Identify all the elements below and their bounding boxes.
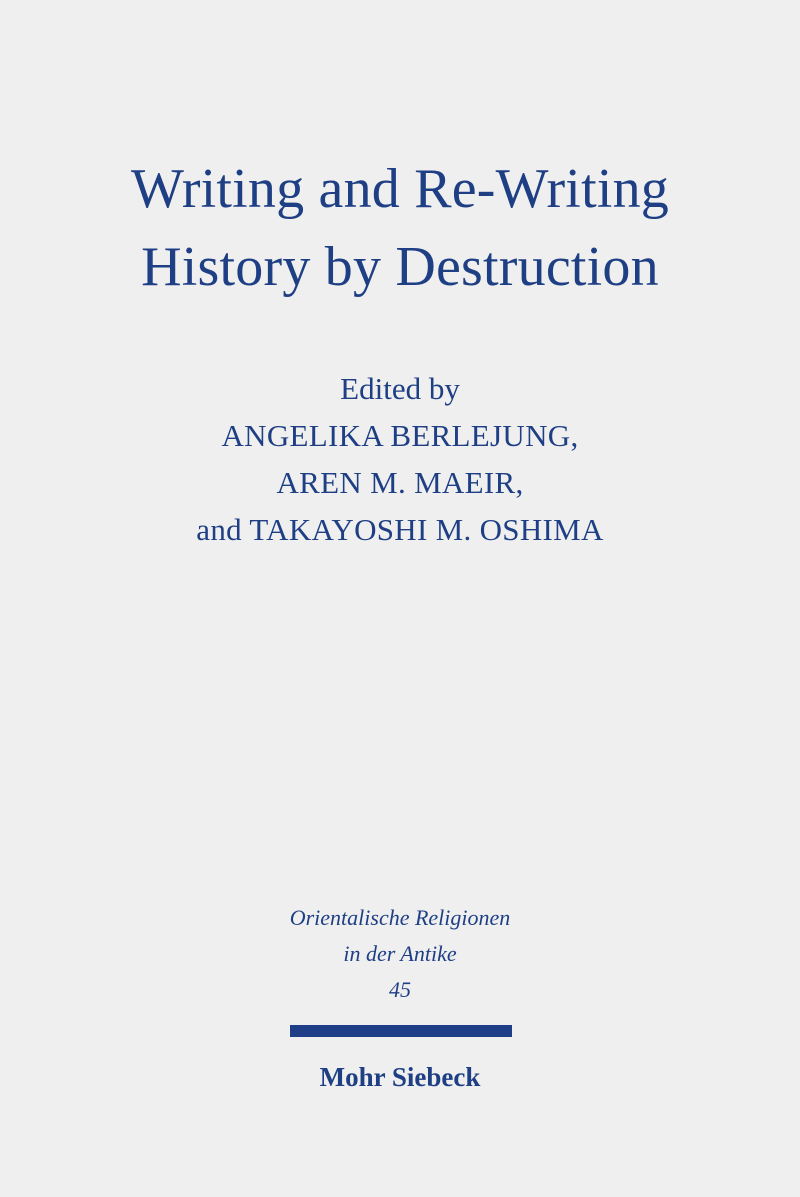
series-title-line-1: Orientalische Religionen bbox=[289, 905, 511, 930]
series-block bbox=[0, 900, 800, 1008]
publisher-name: Mohr Siebeck bbox=[319, 1062, 481, 1092]
book-title bbox=[0, 150, 800, 306]
editor-name-2: AREN M. MAEIR, bbox=[276, 465, 524, 500]
series-title-line-2: in der Antike bbox=[343, 941, 457, 966]
publisher-divider bbox=[290, 1025, 512, 1037]
series-number: 45 bbox=[389, 977, 411, 1002]
editor-name-3: and TAKAYOSHI M. OSHIMA bbox=[196, 512, 604, 547]
editor-name-1: ANGELIKA BERLEJUNG, bbox=[221, 418, 579, 453]
book-title-line-1: Writing and Re-Writing bbox=[131, 158, 669, 220]
book-title-line-2: History by Destruction bbox=[141, 236, 659, 298]
edited-by-label: Edited by bbox=[340, 371, 460, 406]
editors-block bbox=[0, 365, 800, 553]
